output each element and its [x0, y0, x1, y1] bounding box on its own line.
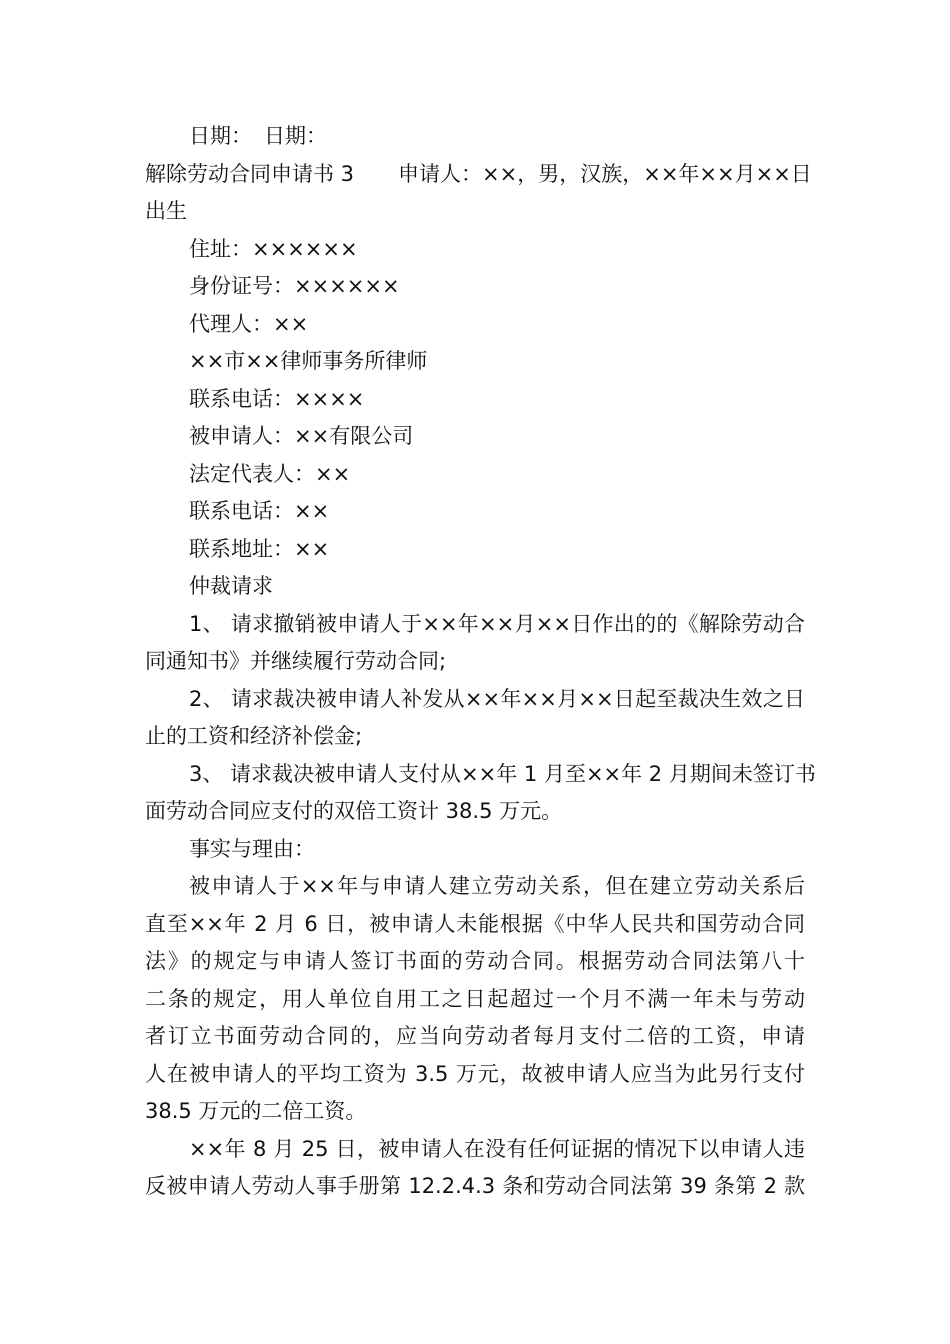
date-label: 日期：	[264, 124, 327, 148]
respondent-line: 被申请人：××有限公司	[189, 424, 414, 448]
document-body	[145, 118, 816, 1206]
document-title: 解除劳动合同申请书 3	[145, 161, 355, 186]
facts-paragraph-line: 法》的规定与申请人签订书面的劳动合同。根据劳动合同法第八十	[145, 949, 805, 973]
agent-firm-line: ××市××律师事务所律师	[189, 349, 428, 373]
legal-rep-line: 法定代表人：××	[189, 461, 351, 486]
facts-paragraph-line: ××年 8 月 25 日，被申请人在没有任何证据的情况下以申请人违	[189, 1136, 805, 1161]
claim-item: 1、 请求撤销被申请人于××年××月××日作出的的《解除劳动合	[189, 611, 805, 636]
date-line	[145, 118, 805, 156]
respondent-address-line: 联系地址：××	[189, 536, 330, 561]
facts-paragraph-line: 者订立书面劳动合同的，应当向劳动者每月支付二倍的工资，申请	[145, 1024, 805, 1048]
address-line: 住址：××××××	[189, 236, 358, 261]
facts-paragraph-line: 直至××年 2 月 6 日，被申请人未能根据《中华人民共和国劳动合同	[145, 911, 805, 936]
facts-paragraph-line: 反被申请人劳动人事手册第 12.2.4.3 条和劳动合同法第 39 条第 2 款	[145, 1174, 805, 1198]
title-applicant-line	[145, 156, 812, 194]
applicant-info-cont: 出生	[145, 199, 187, 223]
claim-item: 2、 请求裁决被申请人补发从××年××月××日起至裁决生效之日	[189, 686, 805, 711]
facts-heading: 事实与理由：	[189, 836, 315, 861]
id-number-line: 身份证号：××××××	[189, 274, 400, 298]
facts-paragraph-line: 人在被申请人的平均工资为 3.5 万元，故被申请人应当为此另行支付	[145, 1061, 805, 1086]
facts-paragraph-line: 二条的规定，用人单位自用工之日起超过一个月不满一年未与劳动	[145, 986, 805, 1011]
claims-heading: 仲裁请求	[189, 574, 273, 598]
claim-item-cont: 同通知书》并继续履行劳动合同;	[145, 649, 447, 673]
claim-item-cont: 止的工资和经济补偿金;	[145, 724, 363, 748]
facts-paragraph-line: 38.5 万元的二倍工资。	[145, 1099, 367, 1123]
applicant-info: 申请人：××，男，汉族，××年××月××日	[398, 161, 812, 186]
claim-item-cont: 面劳动合同应支付的双倍工资计 38.5 万元。	[145, 799, 563, 823]
date-label: 日期：	[189, 124, 252, 148]
facts-paragraph-line: 被申请人于××年与申请人建立劳动关系，但在建立劳动关系后	[189, 874, 805, 898]
respondent-phone-line: 联系电话：××	[189, 499, 330, 523]
agent-line: 代理人：××	[189, 311, 309, 336]
agent-phone-line: 联系电话：××××	[189, 386, 365, 411]
claim-item: 3、 请求裁决被申请人支付从××年 1 月至××年 2 月期间未签订书	[189, 761, 816, 786]
